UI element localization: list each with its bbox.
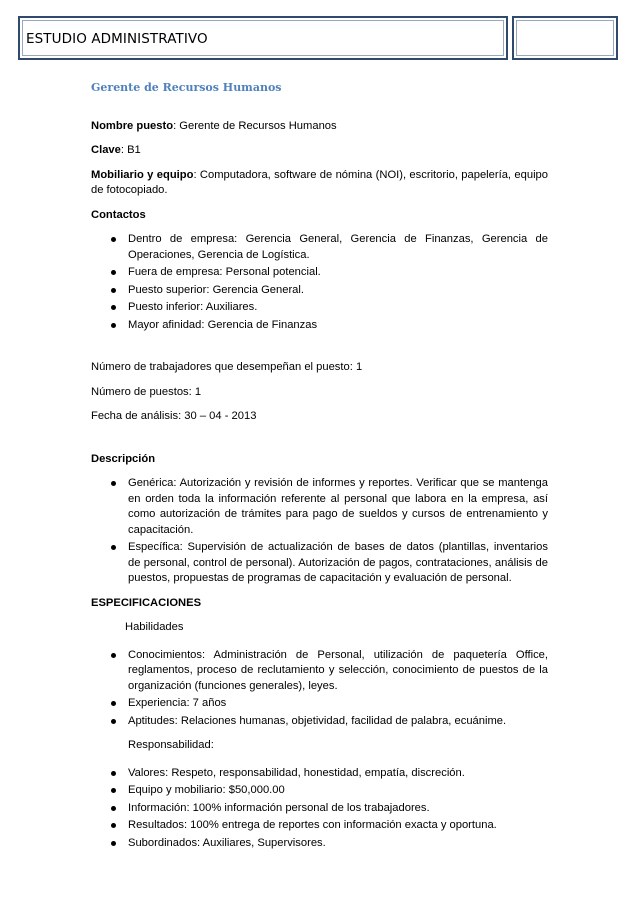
list-item: Dentro de empresa: Gerencia General, Gerencia de Finanzas, Gerencia de Operaciones, Gerencia de Logística. [91, 232, 548, 263]
field-value: : Computadora, software de nómina (NOI), escritorio, papelería, equipo de fotocopiado. [91, 168, 548, 196]
list-item: Específica: Supervisión de actualización de bases de datos (plantillas, inventarios de personal, control de personal). Autorización de pagos, contrataciones, análisis de puestos, propuestas de programas de capacitación y evaluación de personal. [91, 540, 548, 587]
header-title-box [18, 16, 508, 60]
list-item: Puesto superior: Gerencia General. [91, 283, 548, 299]
list-item: Subordinados: Auxiliares, Supervisores. [91, 836, 548, 852]
field-mobiliario [91, 168, 548, 199]
list-item: Conocimientos: Administración de Personal, utilización de paquetería Office, reglamentos, proceso de reclutamiento y selección, conocimiento de puestos de la organización (funciones generales), leyes. [91, 648, 548, 695]
header-side-box [512, 16, 618, 60]
heading-text: Descripción [91, 452, 156, 465]
subheading-habilidades: Habilidades [125, 621, 184, 633]
list-item: Aptitudes: Relaciones humanas, objetividad, facilidad de palabra, ecuánime. [91, 714, 548, 730]
section-heading-especificaciones [91, 596, 548, 612]
field-clave [91, 143, 548, 159]
responsabilidad-list [91, 766, 548, 852]
field-label: Clave [91, 144, 121, 156]
spacer [91, 342, 548, 360]
descripcion-list [91, 476, 548, 587]
list-item: Equipo y mobiliario: $50,000.00 [91, 783, 548, 799]
contactos-list [91, 232, 548, 333]
list-item: Fuera de empresa: Personal potencial. [91, 265, 548, 281]
info-trabajadores: Número de trabajadores que desempeñan el puesto: 1 [91, 361, 363, 373]
heading-text: Contactos [91, 208, 146, 221]
info-fecha: Fecha de análisis: 30 – 04 - 2013 [91, 410, 257, 422]
list-item: Mayor afinidad: Gerencia de Finanzas [91, 318, 548, 334]
field-label: Nombre puesto [91, 119, 174, 132]
header-title: ESTUDIO ADMINISTRATIVO [26, 31, 208, 47]
heading-text: ESPECIFICACIONES [91, 596, 202, 609]
section-heading-contactos [91, 208, 548, 224]
list-item: Información: 100% información personal de los trabajadores. [91, 801, 548, 817]
document-body [91, 80, 548, 860]
info-puestos: Número de puestos: 1 [91, 385, 202, 398]
section-heading-descripcion [91, 452, 548, 468]
list-item: Puesto inferior: Auxiliares. [91, 300, 548, 316]
list-item: Resultados: 100% entrega de reportes con información exacta y oportuna. [91, 818, 548, 834]
field-value: : Gerente de Recursos Humanos [173, 119, 337, 132]
field-label: Mobiliario y equipo [91, 168, 194, 181]
list-item: Valores: Respeto, responsabilidad, honestidad, empatía, discreción. [91, 766, 548, 782]
subheading-responsabilidad: Responsabilidad: [128, 739, 214, 751]
habilidades-list [91, 648, 548, 730]
list-item: Experiencia: 7 años [91, 696, 548, 712]
list-item: Genérica: Autorización y revisión de informes y reportes. Verificar que se mantenga en orden toda la información referente al personal que labora en la empresa, así como autorización de trámites para pago de sueldos y cursos de entrenamiento y capacitación. [91, 476, 548, 538]
field-value: : B1 [120, 144, 141, 156]
spacer [91, 434, 548, 452]
document-title: Gerente de Recursos Humanos [91, 81, 282, 94]
page-header [18, 16, 618, 62]
field-nombre-puesto [91, 119, 548, 135]
